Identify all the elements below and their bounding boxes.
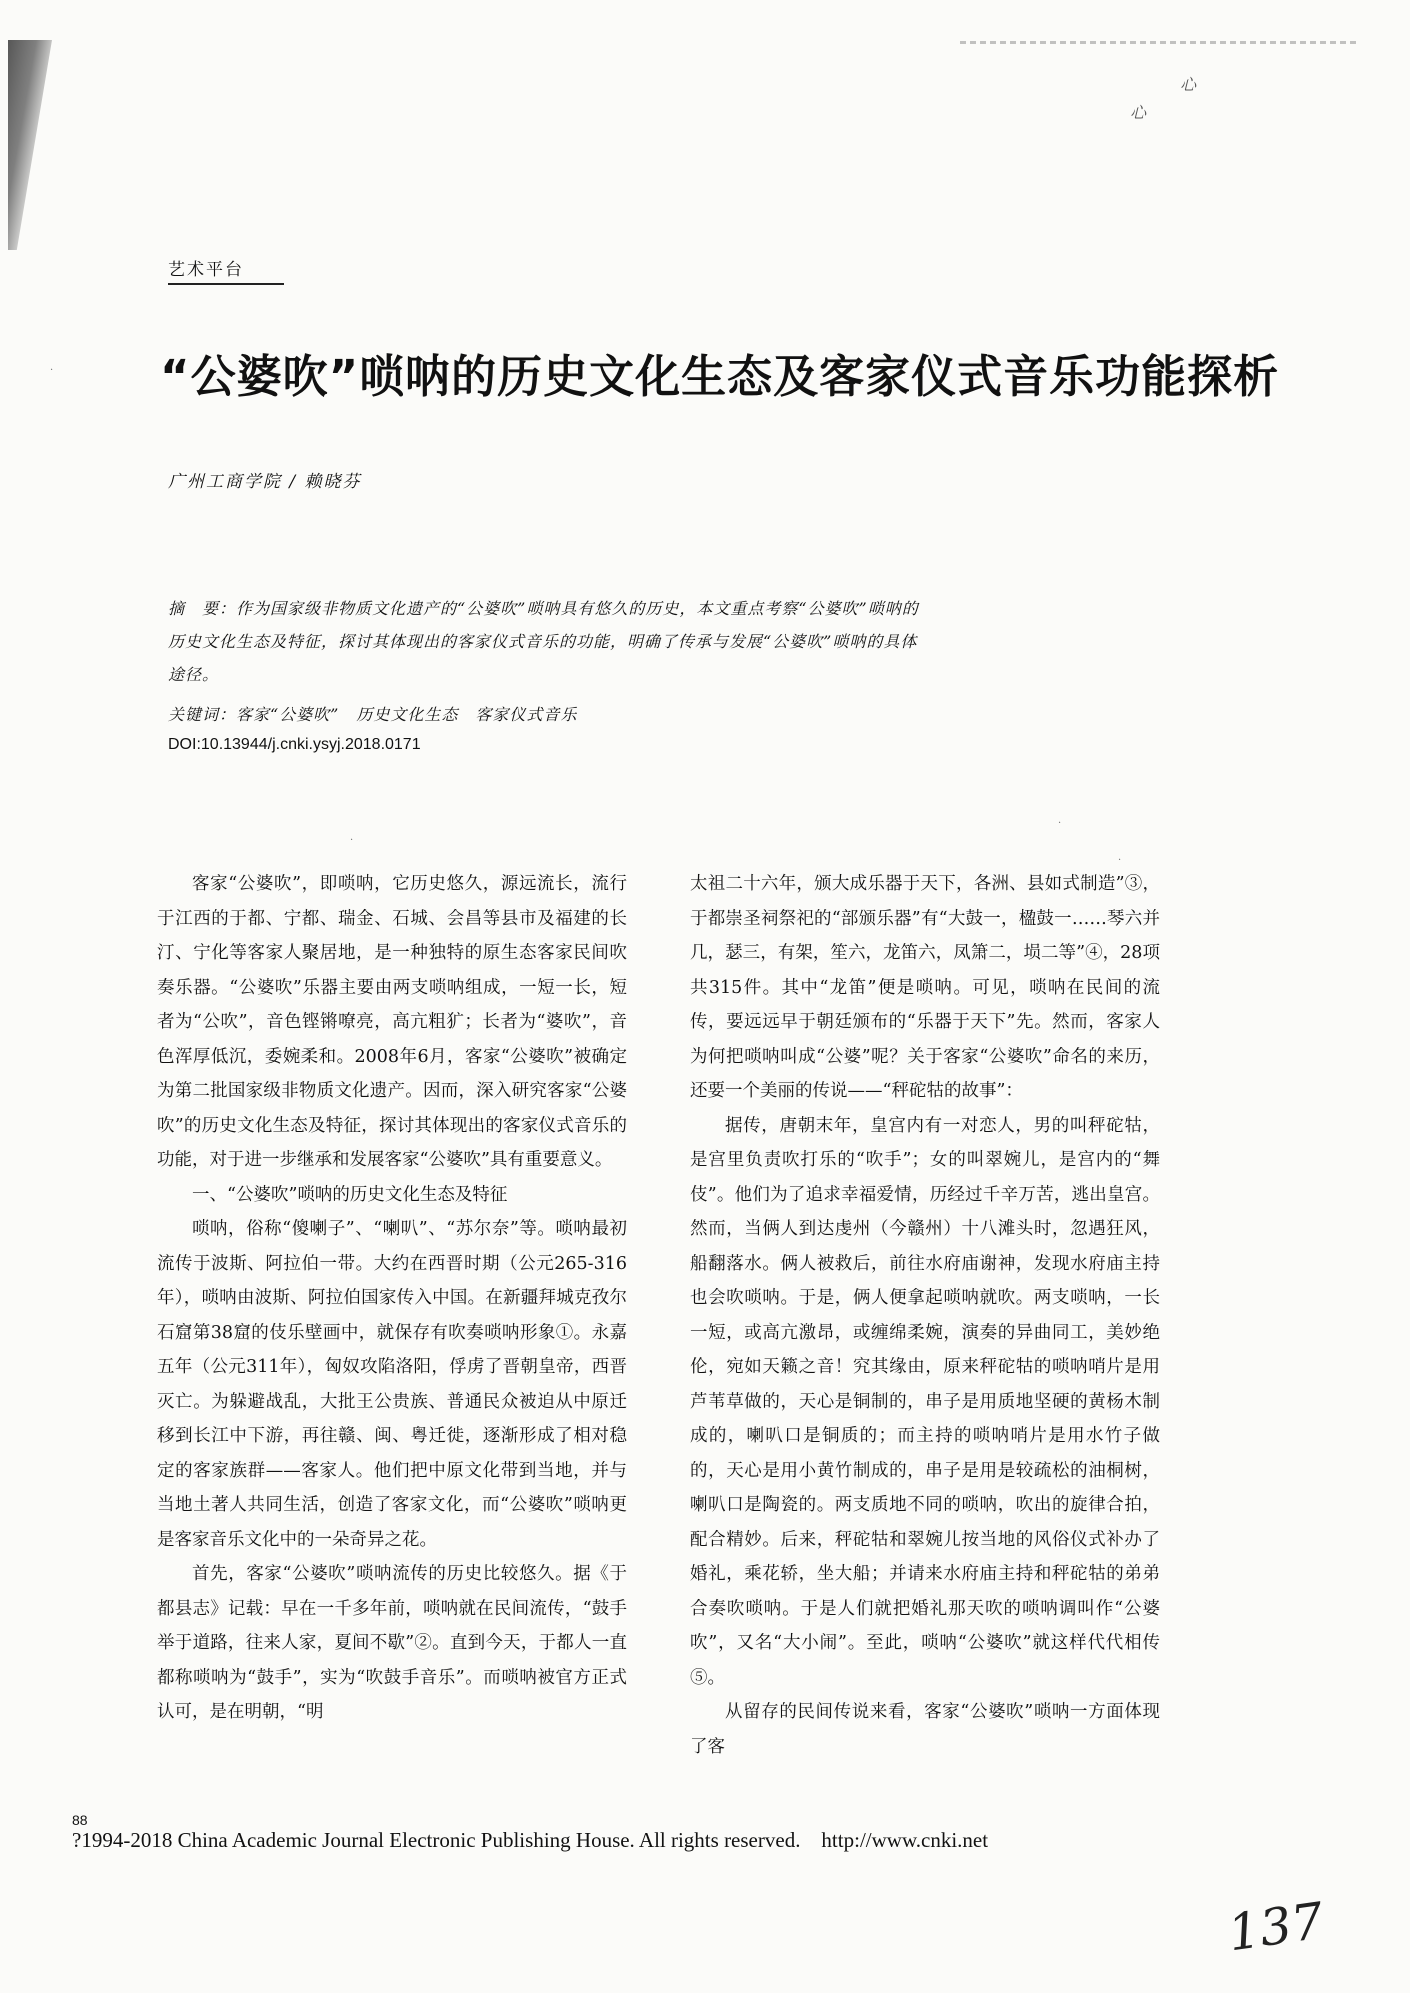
- section-tag: 艺术平台: [168, 255, 284, 285]
- right-column: [690, 867, 1160, 1764]
- scan-speck: ·: [1118, 855, 1122, 866]
- scan-speck: ·: [1058, 818, 1062, 829]
- body-paragraph: 唢呐，俗称“傻喇子”、“喇叭”、“苏尔奈”等。唢呐最初流传于波斯、阿拉伯一带。大约在西晋时期（公元265-316年），唢呐由波斯、阿拉伯国家传入中国。在新疆拜城克孜尔石窟第38窟的伎乐壁画中，就保存有吹奏唢呐形象①。永嘉五年（公元311年），匈奴攻陷洛阳，俘虏了晋朝皇帝，西晋灭亡。为躲避战乱，大批王公贵族、普通民众被迫从中原迁移到长江中下游，再往赣、闽、粤迁徙，逐渐形成了相对稳定的客家族群——客家人。他们把中原文化带到当地，并与当地土著人共同生活，创造了客家文化，而“公婆吹”唢呐更是客家音乐文化中的一朵奇异之花。: [157, 1219, 627, 1550]
- corner-mark: 心: [1130, 103, 1147, 122]
- abstract-line: 摘 要：作为国家级非物质文化遗产的“公婆吹”唢呐具有悠久的历史，本文重点考察“公婆吹”唢呐的: [168, 599, 919, 618]
- scan-speck: ·: [350, 835, 354, 846]
- keywords: 关键词：客家“公婆吹” 历史文化生态 客家仪式音乐: [168, 705, 578, 724]
- scan-edge-shadow: [8, 40, 52, 250]
- body-paragraph: 太祖二十六年，颁大成乐器于天下，各洲、县如式制造”③，于都崇圣祠祭祀的“部颁乐器”有“大鼓一，楹鼓一……琴六并几，瑟三，有架，笙六，龙笛六，凤箫二，埙二等”④，28项共315件。其中“龙笛”便是唢呐。可见，唢呐在民间的流传，要远远早于朝廷颁布的“乐器于天下”先。然而，客家人为何把唢呐叫成“公婆”呢？关于客家“公婆吹”命名的来历，还要一个美丽的传说——“秤砣牯的故事”：: [690, 874, 1160, 1101]
- abstract: [168, 592, 968, 691]
- corner-mark: 心: [1180, 75, 1197, 94]
- body-paragraph: 客家“公婆吹”，即唢呐，它历史悠久，源远流长，流行于江西的于都、宁都、瑞金、石城、会昌等县市及福建的长汀、宁化等客家人聚居地，是一种独特的原生态客家民间吹奏乐器。“公婆吹”乐器主要由两支唢呐组成，一短一长，短者为“公吹”，音色铿锵嘹亮，高亢粗犷；长者为“婆吹”，音色浑厚低沉，委婉柔和。2008年6月，客家“公婆吹”被确定为第二批国家级非物质文化遗产。因而，深入研究客家“公婆吹”的历史文化生态及特征，探讨其体现出的客家仪式音乐的功能，对于进一步继承和发展客家“公婆吹”具有重要意义。: [157, 874, 627, 1170]
- author-line: 广州工商学院 / 赖晓芬: [168, 472, 362, 492]
- handwritten-page-number: 137: [1224, 1891, 1328, 1963]
- section-heading: 一、“公婆吹”唢呐的历史文化生态及特征: [192, 1184, 508, 1205]
- body-paragraph: 据传，唐朝末年，皇宫内有一对恋人，男的叫秤砣牯，是宫里负责吹打乐的“吹手”；女的叫翠婉儿，是宫内的“舞伎”。他们为了追求幸福爱情，历经过千辛万苦，逃出皇宫。然而，当俩人到达虔州（今赣州）十八滩头时，忽遇狂风，船翻落水。俩人被救后，前往水府庙谢神，发现水府庙主持也会吹唢呐。于是，俩人便拿起唢呐就吹。两支唢呐，一长一短，或高亢激昂，或缠绵柔婉，演奏的异曲同工，美妙绝伦，宛如天籁之音！究其缘由，原来秤砣牯的唢呐哨片是用芦苇草做的，天心是铜制的，串子是用质地坚硬的黄杨木制成的，喇叭口是铜质的；而主持的唢呐哨片是用水竹子做的，天心是用小黄竹制成的，串子是用是较疏松的油桐树，喇叭口是陶瓷的。两支质地不同的唢呐，吹出的旋律合拍，配合精妙。后来，秤砣牯和翠婉儿按当地的风俗仪式补办了婚礼，乘花轿，坐大船；并请来水府庙主持和秤砣牯的弟弟合奏吹唢呐。于是人们就把婚礼那天吹的唢呐调叫作“公婆吹”，又名“大小闹”。至此，唢呐“公婆吹”就这样代代相传⑤。: [690, 1115, 1160, 1688]
- scan-top-marks: [960, 38, 1360, 48]
- scan-speck: ·: [50, 365, 54, 376]
- abstract-line: 途径。: [168, 665, 220, 684]
- left-column: [157, 867, 627, 1730]
- abstract-line: 历史文化生态及特征，探讨其体现出的客家仪式音乐的功能，明确了传承与发展“公婆吹”唢呐的具体: [168, 632, 918, 651]
- page-number: 88: [72, 1812, 88, 1828]
- article-title: “公婆吹”唢呐的历史文化生态及客家仪式音乐功能探析: [160, 350, 1280, 403]
- copyright-footer: ?1994-2018 China Academic Journal Electronic Publishing House. All rights reserved. http://www.cnki.net: [72, 1828, 989, 1852]
- body-paragraph: 从留存的民间传说来看，客家“公婆吹”唢呐一方面体现了客: [690, 1702, 1160, 1757]
- doi: DOI:10.13944/j.cnki.ysyj.2018.0171: [168, 736, 421, 753]
- body-paragraph: 首先，客家“公婆吹”唢呐流传的历史比较悠久。据《于都县志》记载：早在一千多年前，唢呐就在民间流传，“鼓手举于道路，往来人家，夏间不歇”②。直到今天，于都人一直都称唢呐为“鼓手”，实为“吹鼓手音乐”。而唢呐被官方正式认可，是在明朝，“明: [157, 1564, 627, 1722]
